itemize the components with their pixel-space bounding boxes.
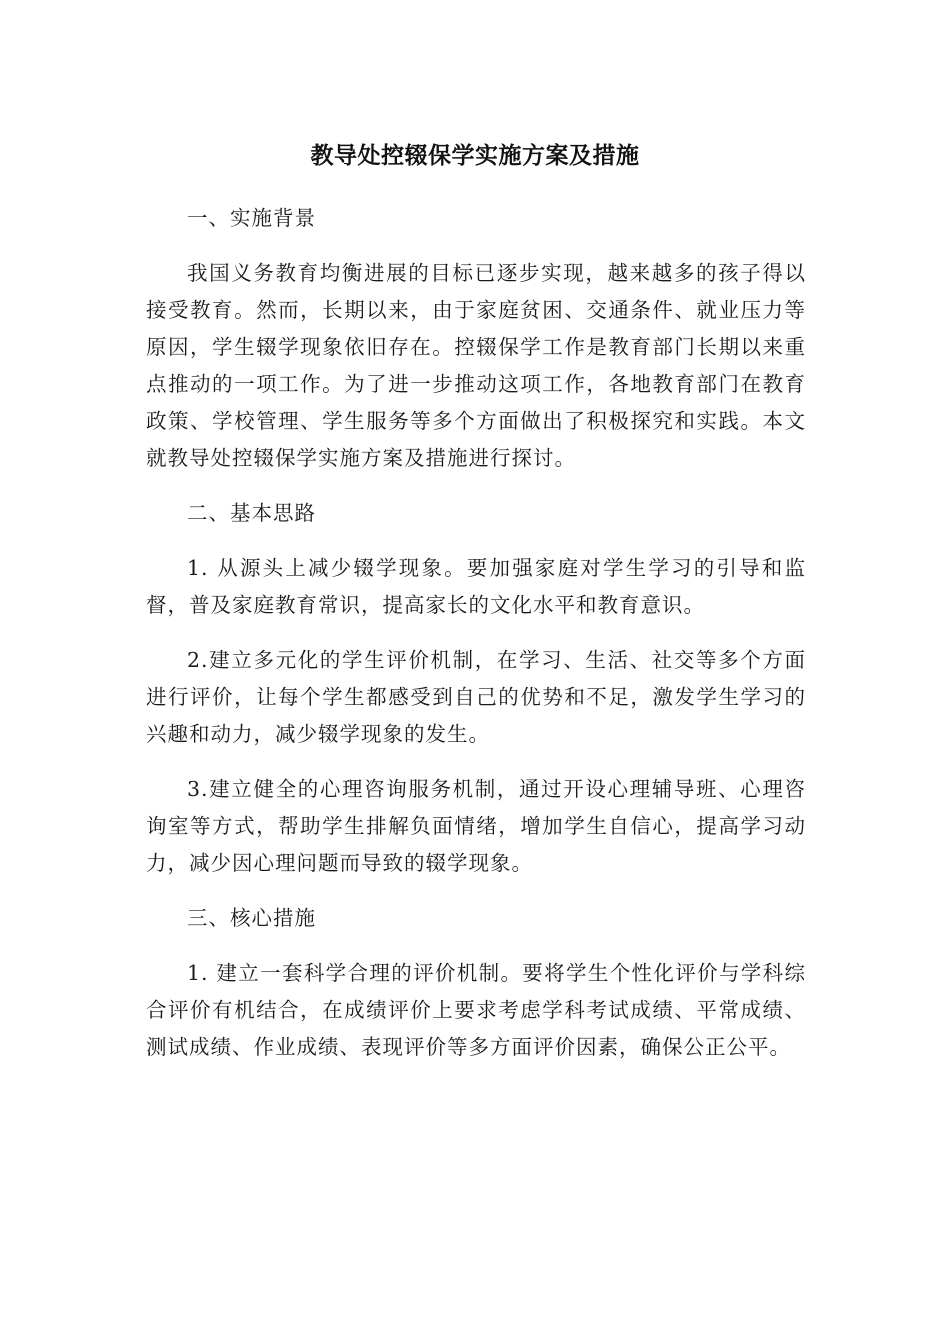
section-heading-background: 一、实施背景 (187, 206, 316, 230)
paragraph-approach-1: 1. 从源头上减少辍学现象。要加强家庭对学生学习的引导和监督，普及家庭教育常识，提高家长的文化水平和教育意识。 (146, 556, 806, 617)
paragraph-approach-3: 3.建立健全的心理咨询服务机制，通过开设心理辅导班、心理咨询室等方式，帮助学生排解负面情绪，增加学生自信心，提高学习动力，减少因心理问题而导致的辍学现象。 (146, 777, 806, 875)
section-heading-approach: 二、基本思路 (187, 501, 316, 525)
paragraph-measures-1: 1. 建立一套科学合理的评价机制。要将学生个性化评价与学科综合评价有机结合，在成绩评价上要求考虑学科考试成绩、平常成绩、测试成绩、作业成绩、表现评价等多方面评价因素，确保公正公平。 (146, 961, 806, 1059)
paragraph-approach-2: 2.建立多元化的学生评价机制，在学习、生活、社交等多个方面进行评价，让每个学生都感受到自己的优势和不足，激发学生学习的兴趣和动力，减少辍学现象的发生。 (146, 648, 806, 746)
section-heading-measures: 三、核心措施 (187, 906, 316, 930)
document-title: 教导处控辍保学实施方案及措施 (310, 143, 640, 169)
document-body (146, 200, 806, 1084)
paragraph-background: 我国义务教育均衡进展的目标已逐步实现，越来越多的孩子得以接受教育。然而，长期以来，由于家庭贫困、交通条件、就业压力等原因，学生辍学现象依旧存在。控辍保学工作是教育部门长期以来重点推动的一项工作。为了进一步推动这项工作，各地教育部门在教育政策、学校管理、学生服务等多个方面做出了积极探究和实践。本文就教导处控辍保学实施方案及措施进行探讨。 (146, 261, 806, 470)
